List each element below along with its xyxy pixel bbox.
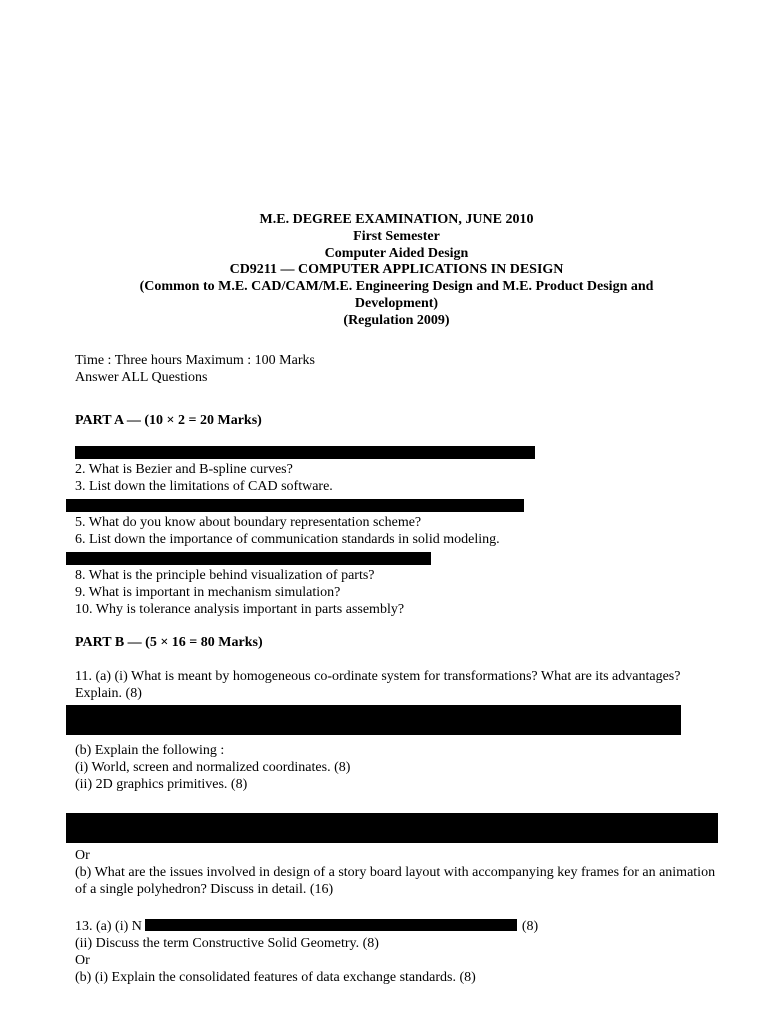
question-13a-suffix: (8): [521, 918, 539, 934]
answer-all-line: Answer ALL Questions: [75, 369, 208, 385]
question-13b-i: (b) (i) Explain the consolidated features of data exchange standards. (8): [75, 969, 476, 985]
question-12-or: Or: [75, 847, 90, 863]
question-8: 8. What is the principle behind visualization of parts?: [75, 567, 375, 583]
title-block: [75, 212, 718, 330]
time-marks-line: Time : Three hours Maximum : 100 Marks: [75, 352, 315, 368]
part-b-heading: PART B — (5 × 16 = 80 Marks): [75, 634, 263, 650]
redaction-bar-q4: [66, 499, 524, 512]
question-11b-i: (i) World, screen and normalized coordinates. (8): [75, 759, 351, 775]
question-13a-ii: (ii) Discuss the term Constructive Solid Geometry. (8): [75, 935, 379, 951]
exam-title: M.E. DEGREE EXAMINATION, JUNE 2010: [259, 212, 534, 227]
question-11b-ii: (ii) 2D graphics primitives. (8): [75, 776, 248, 792]
redaction-bar-q12a: [66, 813, 718, 843]
question-5: 5. What do you know about boundary representation scheme?: [75, 514, 422, 530]
subject-code-line: CD9211 — COMPUTER APPLICATIONS IN DESIGN: [229, 262, 564, 278]
common-to-line: (Common to M.E. CAD/CAM/M.E. Engineering Design and M.E. Product Design and Development): [139, 279, 654, 311]
course-line: Computer Aided Design: [324, 245, 469, 261]
question-10: 10. Why is tolerance analysis important in parts assembly?: [75, 601, 405, 617]
part-a-heading: PART A — (10 × 2 = 20 Marks): [75, 412, 262, 428]
question-9: 9. What is important in mechanism simulation?: [75, 584, 341, 600]
redaction-bar-q13a: [145, 919, 517, 931]
question-12b: (b) What are the issues involved in design of a story board layout with accompanying key frames for an animation of a single polyhedron? Discuss in detail. (16): [75, 864, 716, 897]
regulation-line: (Regulation 2009): [343, 312, 450, 328]
question-2: 2. What is Bezier and B-spline curves?: [75, 461, 293, 477]
question-13a-prefix: 13. (a) (i) N: [75, 918, 142, 934]
question-3: 3. List down the limitations of CAD software.: [75, 478, 333, 494]
question-6: 6. List down the importance of communication standards in solid modeling.: [75, 531, 500, 547]
redaction-bar-q7: [66, 552, 431, 565]
redaction-bar-q11: [66, 705, 681, 735]
info-block: [75, 352, 718, 386]
semester-line: First Semester: [353, 228, 440, 244]
question-13a: [75, 918, 718, 935]
question-11a: 11. (a) (i) What is meant by homogeneous co-ordinate system for transformations? What are its advantages? Explain. (8): [75, 668, 681, 701]
question-11b: (b) Explain the following :: [75, 742, 225, 758]
question-13-or: Or: [75, 952, 90, 968]
redaction-bar-q1: [75, 446, 535, 459]
